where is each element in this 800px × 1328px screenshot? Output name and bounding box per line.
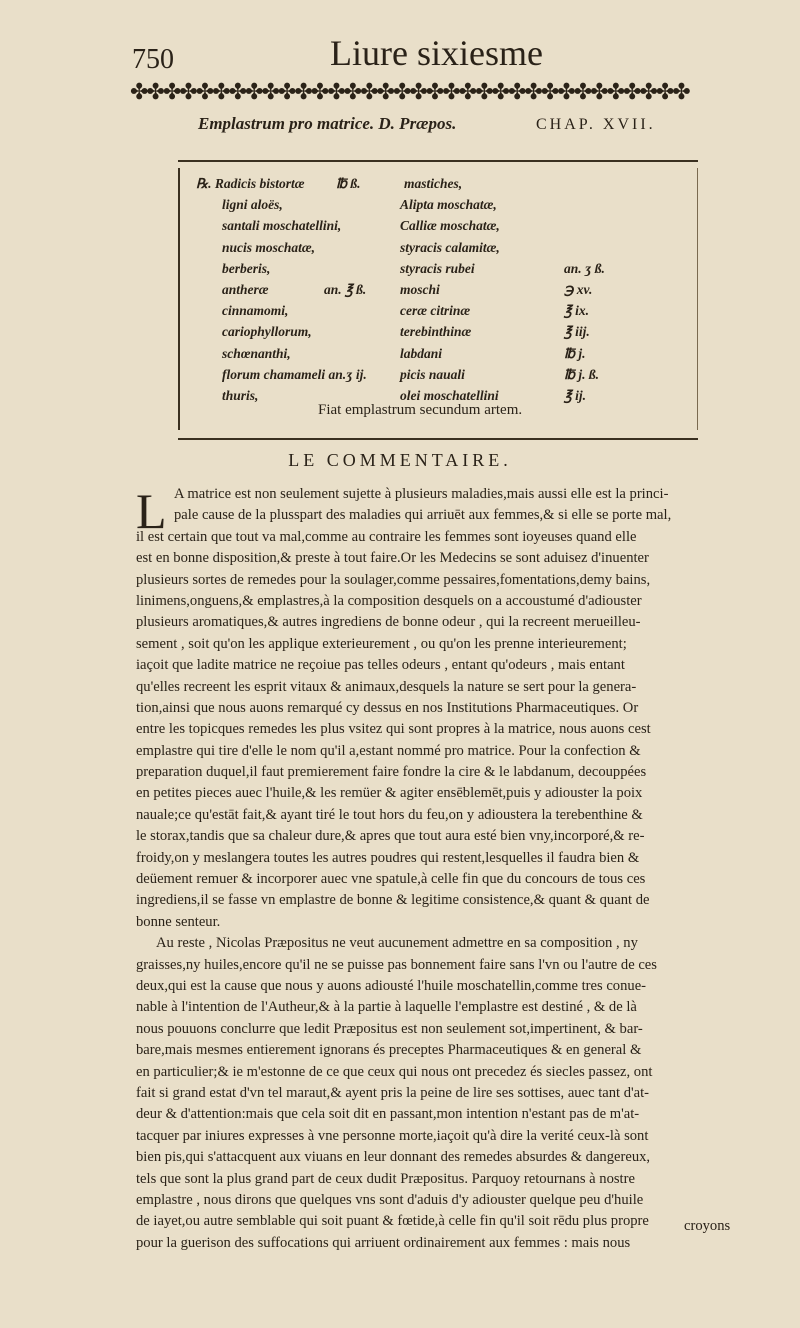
text-line: iaçoit que ladite matrice ne reçoiue pas telles odeurs , entant qu'odeurs , mais entant	[136, 657, 625, 674]
recipe-right-rule	[697, 168, 698, 430]
recipe-ingredient-left: cariophyllorum,	[222, 324, 312, 340]
text-line: nable à l'intention de l'Autheur,& à la partie à laquelle l'emplastre est destiné , & de là	[136, 999, 637, 1016]
catchword: croyons	[684, 1218, 731, 1234]
recipe-ingredient-right: ceræ citrinæ	[400, 303, 471, 319]
recipe-dose-right: ℔ j.	[564, 345, 586, 361]
text-line: de iayet,ou autre semblable qui soit puant & fœtide,à celle fin qu'il soit rēdu plus propre	[136, 1213, 649, 1230]
text-line: emplastre , nous dirons que quelques vns sont d'aduis d'y adiouster quelque peu d'huile	[136, 1191, 644, 1208]
recipe-ingredient-left: santali moschatellini,	[222, 218, 342, 234]
recipe-dose-left: ℔ ß.	[336, 176, 361, 191]
text-line: bare,mais mesmes entierement ignorans és preceptes Pharmaceutiques & en general &	[136, 1042, 642, 1059]
recipe-ingredient-right: styracis calamitæ,	[400, 239, 500, 255]
drop-capital: L	[136, 483, 167, 539]
commentary-text	[136, 484, 768, 1254]
text-line: en petites pieces auec l'huile,& les remüer & agiter ensēblemēt,puis y adiouster la poix	[136, 785, 643, 802]
recipe-dose-right: ℥ ij.	[564, 388, 587, 403]
text-line: emplastre qui tire d'elle le nom qu'il a,estant nommé pro matrice. Pour la confection &	[136, 742, 641, 759]
recipe-left-rule	[178, 168, 180, 430]
recipe-dose-right: ℈ xv.	[564, 282, 593, 297]
recipe-title: Emplastrum pro matrice. D. Præpos.	[198, 114, 457, 133]
recipe-ingredient-left: thuris,	[222, 388, 259, 403]
text-line: qu'elles recreent les esprit vitaux & animaux,desquels la nature se sert pour la genera-	[136, 678, 637, 695]
recipe-dose-right: an. ʒ ß.	[564, 260, 605, 276]
text-line: A matrice est non seulement sujette à plusieurs maladies,mais aussi elle est la princi-	[174, 486, 669, 502]
recipe-ingredient-left: cinnamomi,	[222, 303, 289, 319]
text-line: tion,ainsi que nous auons remarqué cy dessus en nos Institutions Pharmaceutiques. Or	[136, 699, 639, 716]
text-line: nous pouuons conclurre que ledit Præpositus est non seulement sot,impertinent, & bar-	[136, 1020, 643, 1037]
recipe-dose-right: ℥ ix.	[564, 303, 590, 319]
text-line: entre les topicques remedes les plus vsitez qui sont propres à la matrice, nous auons cest	[136, 721, 651, 738]
text-line: deur & d'attention:mais que cela soit dit en passant,mon intention n'estant pas de m'at-	[136, 1106, 640, 1123]
text-line: pale cause de la plusspart des maladies qui arriuēt aux femmes,& si elle se porte mal,	[174, 507, 672, 524]
recipe-ingredient-left: florum chamameli an.ʒ ij.	[222, 366, 367, 382]
recipe-ingredient-right: picis nauali	[400, 366, 465, 382]
recipe-ingredient-right: labdani	[400, 345, 443, 361]
recipe-dose-right: ℔ j. ß.	[564, 366, 600, 382]
text-line: preparation duquel,il faut premierement faire fondre la cire & le labdanum, decouppées	[136, 764, 647, 781]
text-line: plusieurs aromatiques,& autres ingrediens de bonne odeur , qui la recreent merueilleu-	[136, 614, 641, 631]
text-line: est en bonne disposition,& preste à tout faire.Or les Medecins se sont aduisez d'inuenter	[136, 550, 649, 567]
text-line: tels que sont la plus grand part de ceux dudit Præpositus. Parquoy retournans à nostre	[136, 1170, 635, 1187]
commentary-heading: LE COMMENTAIRE.	[288, 450, 512, 470]
recipe-ingredient-left: ligni aloës,	[222, 197, 283, 213]
text-line: sement , soit qu'on les applique exterieurement , ou qu'on les prenne interieurement;	[136, 635, 627, 652]
recipe-ingredient-right: Calliæ moschatæ,	[400, 218, 500, 234]
recipe-ingredient-left: schœnanthi,	[222, 345, 291, 361]
recipe-ingredient-right: styracis rubei	[400, 260, 475, 276]
chapter-subheading	[0, 114, 800, 140]
text-line: tacquer par iniures expresses à vne personne morte,iaçoit qu'à dire la verité ceux-là sont	[136, 1127, 649, 1144]
text-line: le storax,tandis que sa chaleur dure,& apres que tout aura esté bien vny,incorporé,& re-	[136, 828, 645, 845]
recipe-ingredient-right: terebinthinæ	[400, 324, 472, 340]
recipe-ingredient-left: ℞. Radicis bistortæ	[196, 176, 305, 191]
chapter-number: CHAP. XVII.	[536, 116, 656, 133]
text-line: plusieurs sortes de remedes pour la soulager,comme pessaires,fomentations,demy bains,	[136, 571, 651, 588]
recipe-box	[178, 160, 698, 440]
text-line: deüement remuer & incorporer auec vne spatule,à celle fin que du concours de tous ces	[136, 871, 646, 888]
page-header	[0, 20, 800, 80]
text-line: froidy,on y meslangera toutes les autres poudres qui restent,lesquelles il faudra bien &	[136, 849, 640, 866]
recipe-dose-right: ℥ iij.	[564, 324, 590, 340]
recipe-ingredient-right: olei moschatellini	[400, 388, 499, 403]
running-title: Liure sixiesme	[330, 33, 543, 73]
text-line: pour la guerison des suffocations qui arriuent ordinairement aux femmes : mais nous	[136, 1234, 631, 1251]
text-line: ingrediens,il se fasse vn emplastre de bonne & legitime consistence,& quant & quant de	[136, 892, 650, 909]
recipe-fiat-line: Fiat emplastrum secundum artem.	[318, 402, 523, 418]
fleuron-ornament-band: ✤✤✤✤✤✤✤✤✤✤✤✤✤✤✤✤✤✤✤✤✤✤✤✤✤✤✤✤✤✤✤✤✤✤	[130, 80, 689, 105]
recipe-ingredient-left: berberis,	[222, 260, 271, 276]
text-line: il est certain que tout va mal,comme au contraire les femmes sont ioyeuses quand elle	[136, 528, 637, 545]
recipe-ingredient-left: antheræ	[222, 282, 269, 297]
recipe-ingredient-left: nucis moschatæ,	[222, 239, 316, 255]
text-line: linimens,onguens,& emplastres,à la composition desquels on a accoustumé d'adiouster	[136, 592, 642, 609]
text-line: graisses,ny huiles,encore qu'il ne se puisse pas bonnement faire sans l'vn ou l'autre de ces	[136, 956, 657, 973]
text-line: fait si grand estat d'vn tel maraut,& ayent pris la peine de lire ses sottises, auec tant d'at-	[136, 1084, 650, 1101]
recipe-dose-left: an. ℥ ß.	[324, 282, 367, 297]
text-line: bonne senteur.	[136, 913, 221, 930]
text-line: deux,qui est la cause que nous y auons adiousté l'huile moschatellin,comme tres conue-	[136, 977, 647, 994]
recipe-ingredient-right: mastiches,	[404, 176, 463, 191]
recipe-ingredient-right: moschi	[400, 282, 440, 297]
text-line: en particulier;& ie m'estonne de ce que ceux qui nous ont precedez és siecles passez, ont	[136, 1063, 653, 1080]
text-line: nauale;ce qu'estāt fait,& ayant tiré le tout hors du feu,on y adioustera la terebenthine &	[136, 806, 643, 823]
text-line: Au reste , Nicolas Præpositus ne veut aucunement admettre en sa composition , ny	[156, 935, 638, 952]
page-number: 750	[132, 44, 174, 75]
text-line: bien pis,qui s'attacquent aux viuans en leur donnant des remedes absurdes & dangereux,	[136, 1149, 651, 1166]
recipe-ingredient-right: Alipta moschatæ,	[400, 197, 497, 213]
